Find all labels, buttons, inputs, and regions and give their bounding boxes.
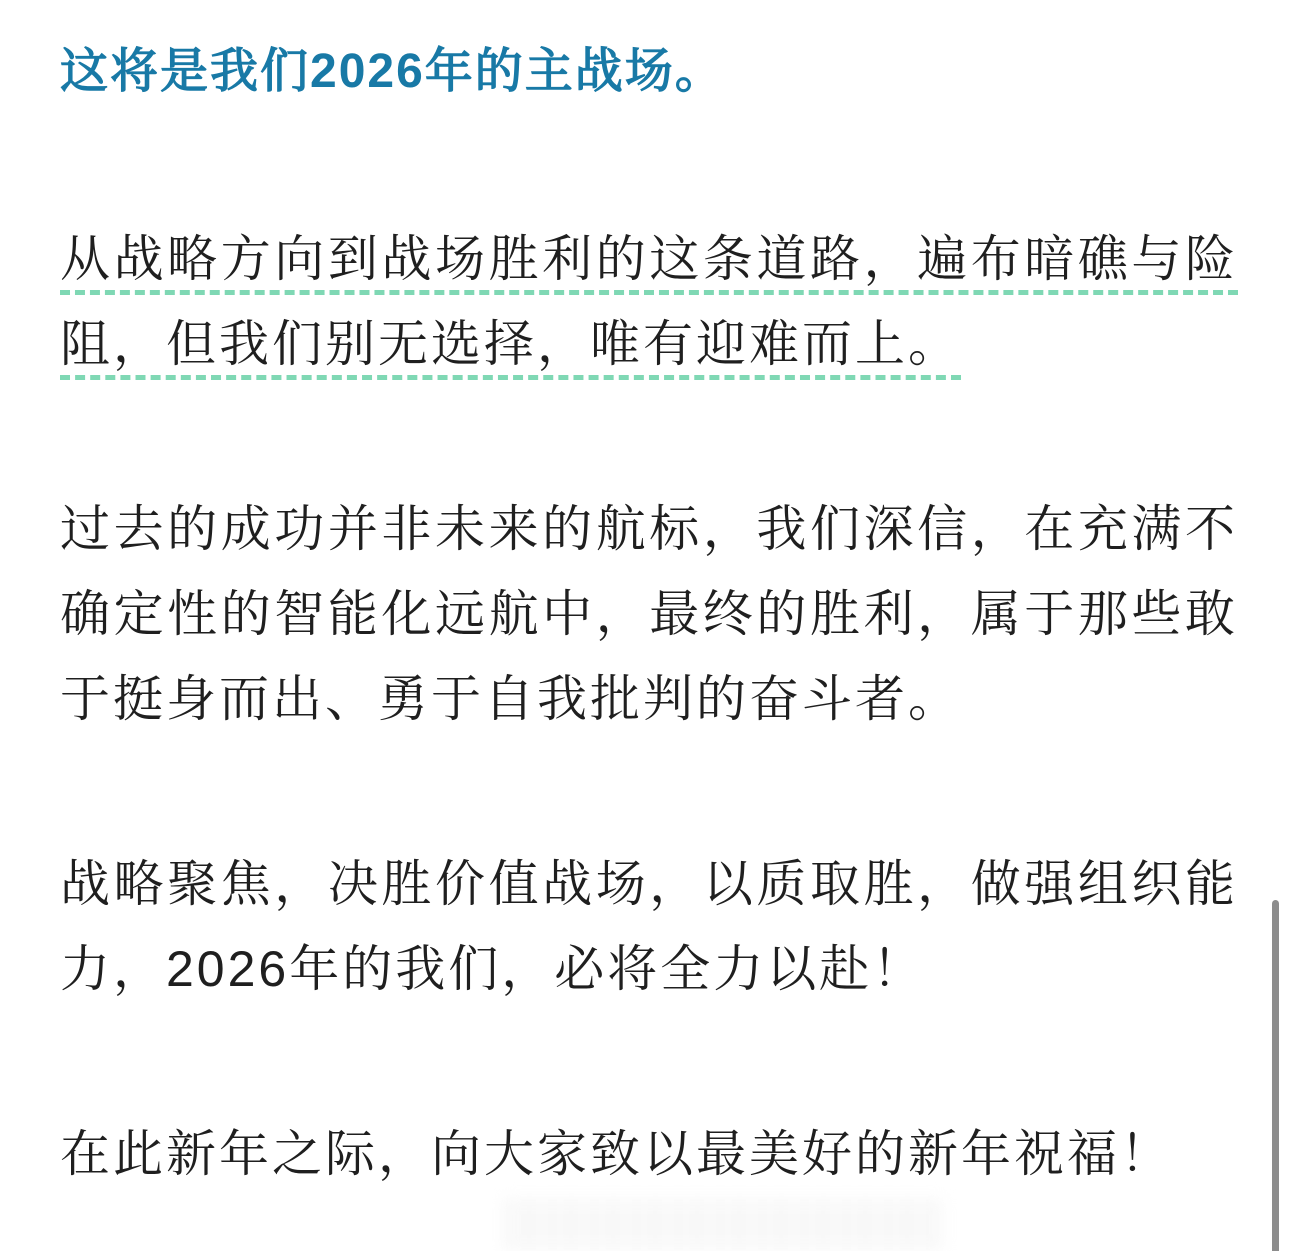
watermark bbox=[505, 1198, 945, 1251]
paragraph: 在此新年之际，向大家致以最美好的新年祝福！ bbox=[60, 1126, 1173, 1182]
paragraph: 过去的成功并非未来的航标，我们深信，在充满不确定性的智能化远航中，最终的胜利，属于那些敢于挺身而出、勇于自我批判的奋斗者。 bbox=[60, 501, 1238, 727]
article-heading: 这将是我们2026年的主战场。 bbox=[60, 45, 725, 98]
paragraph: 战略聚焦，决胜价值战场，以质取胜，做强组织能力，2026年的我们，必将全力以赴！ bbox=[60, 856, 1238, 997]
underlined-sentence: 从战略方向到战场胜利的这条道路，遍布暗礁与险阻，但我们别无选择，唯有迎难而上。 bbox=[60, 231, 1238, 372]
paragraph bbox=[60, 217, 1238, 387]
scrollbar-thumb[interactable] bbox=[1272, 900, 1279, 1251]
